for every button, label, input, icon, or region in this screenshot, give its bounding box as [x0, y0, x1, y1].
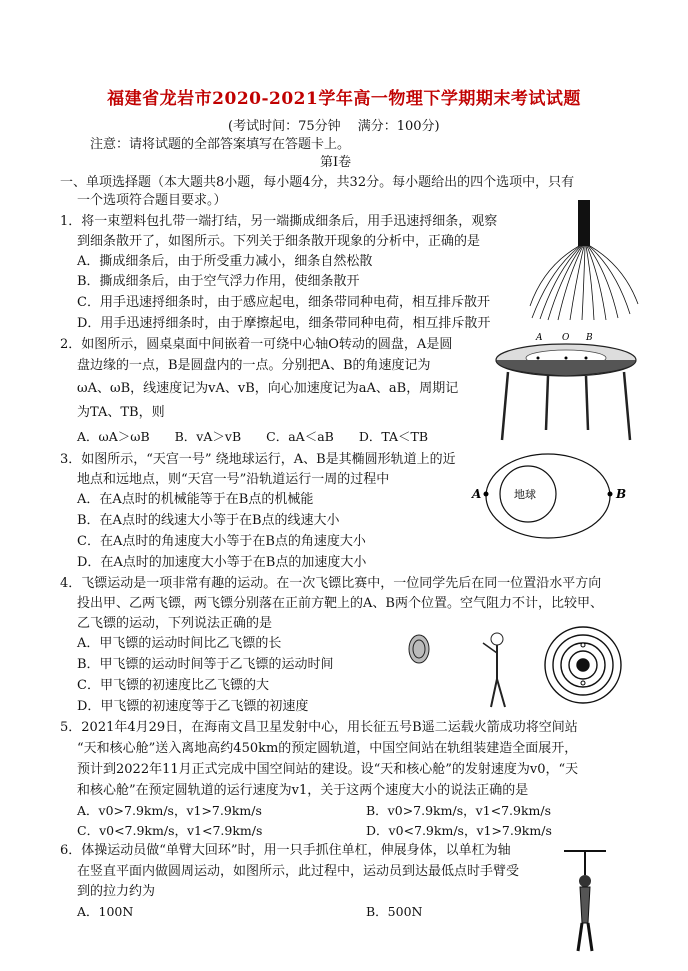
- gymnast-figure: [560, 845, 610, 955]
- q2-options: A．ωA＞ωB B．vA＞vB C．aA＜aB D．TA＜TB: [77, 429, 429, 444]
- q4-option-d: D．甲飞镖的初速度等于乙飞镖的初速度: [77, 699, 309, 714]
- q6-stem-cont2: 到的拉力约为: [77, 884, 156, 899]
- q4-stem: 4．飞镖运动是一项非常有趣的运动。在一次飞镖比赛中，一位同学先后在同一位置沿水平方向: [60, 576, 602, 591]
- q3-option-d: D．在A点时的加速度大小等于在B点的加速度大小: [77, 555, 367, 570]
- round-table-figure: [488, 330, 638, 446]
- page-title: 福建省龙岩市2020-2021学年高一物理下学期期末考试试题: [107, 89, 581, 109]
- notice: 注意：请将试题的全部答案填写在答题卡上。: [90, 137, 351, 152]
- q6-stem-cont: 在竖直平面内做圆周运动，如图所示，此过程中，运动员到达最低点时手臂受: [77, 864, 520, 879]
- exam-info: (考试时间：75分钟 满分：100分): [228, 119, 440, 134]
- q5-stem-cont2: 预计到2022年11月正式完成中国空间站的建设。设“天和核心舱”的发射速度为v0，“天: [77, 762, 579, 777]
- q3-option-b: B．在A点时的线速大小等于在B点的线速大小: [77, 513, 340, 528]
- q4-stem-cont2: 乙飞镖的运动，下列说法正确的是: [77, 616, 273, 631]
- q4-option-c: C．甲飞镖的初速度比乙飞镖的大: [77, 678, 269, 693]
- q1-option-c: C．用手迅速捋细条时，由于感应起电，细条带同种电荷，相互排斥散开: [77, 295, 490, 310]
- fig-label-a: A: [536, 333, 543, 343]
- q1-stem-cont: 到细条散开了，如图所示。下列关于细条散开现象的分析中，正确的是: [77, 234, 481, 249]
- q5-stem: 5．2021年4月29日，在海南文昌卫星发射中心，用长征五号B遥二运载火箭成功将空间站: [60, 720, 578, 735]
- q5-option-b: B．v0>7.9km/s，v1<7.9km/s: [366, 803, 552, 818]
- q6-option-b: B．500N: [366, 904, 423, 919]
- q1-option-d: D．用手迅速捋细条时，由于摩擦起电，细条带同种电荷，相互排斥散开: [77, 316, 491, 331]
- q1-option-b: B．撕成细条后，由于空气浮力作用，使细条散开: [77, 274, 360, 289]
- q5-option-c: C．v0<7.9km/s，v1<7.9km/s: [77, 823, 263, 838]
- darts-figure: [405, 625, 645, 715]
- fig-label-o: O: [562, 333, 570, 343]
- q1-stem: 1．将一束塑料包扎带一端打结，另一端撕成细条后，用手迅速捋细条，观察: [60, 214, 498, 229]
- apogee-label: B: [616, 487, 627, 501]
- section-heading-cont: 一个选项符合题目要求。）: [77, 193, 227, 208]
- q1-option-a: A．撕成细条后，由于所受重力减小，细条自然松散: [77, 254, 373, 269]
- q5-option-a: A．v0>7.9km/s，v1>7.9km/s: [77, 803, 262, 818]
- fig-label-b: B: [586, 333, 593, 343]
- q6-stem: 6．体操运动员做“单臂大回环”时，用一只手抓住单杠，伸展身体，以单杠为轴: [60, 843, 511, 858]
- q4-stem-cont: 投出甲、乙两飞镖，两飞镖分别落在正前方靶上的A、B两个位置。空气阻力不计，比较甲、: [77, 596, 603, 611]
- q6-option-a: A．100N: [77, 904, 134, 919]
- q3-option-a: A．在A点时的机械能等于在B点的机械能: [77, 492, 314, 507]
- q2-stem-cont2: ωA、ωB，线速度记为vA、vB，向心加速度记为aA、aB，周期记: [77, 381, 459, 396]
- q2-stem-cont: 盘边缘的一点，B是圆盘内的一点。分别把A、B的角速度记为: [77, 358, 431, 373]
- earth-label: 地球: [514, 488, 536, 501]
- plastic-strips-figure: [530, 200, 640, 320]
- q3-option-c: C．在A点时的角速度大小等于在B点的角速度大小: [77, 534, 366, 549]
- q3-stem: 3．如图所示，“天宫一号” 绕地球运行，A、B是其椭圆形轨道上的近: [60, 452, 456, 467]
- q5-stem-cont3: 和核心舱”在预定圆轨道的运行速度为v1，关于这两个速度大小的说法正确的是: [77, 783, 529, 798]
- q5-stem-cont: “天和核心舱”送入离地高约450km的预定圆轨道，中国空间站在轨组装建造全面展开，: [77, 741, 578, 756]
- q2-stem-cont3: 为TA、TB，则: [77, 405, 165, 420]
- volume-label: 第Ⅰ卷: [320, 155, 352, 170]
- q3-stem-cont: 地点和远地点，则“天宫一号”沿轨道运行一周的过程中: [77, 472, 390, 487]
- q4-option-b: B．甲飞镖的运动时间等于乙飞镖的运动时间: [77, 657, 334, 672]
- section-heading: 一、单项选择题（本大题共8小题，每小题4分，共32分。每小题给出的四个选项中，只有: [60, 175, 575, 190]
- q5-option-d: D．v0<7.9km/s，v1>7.9km/s: [366, 823, 552, 838]
- q2-stem: 2．如图所示，圆桌桌面中间嵌着一可绕中心轴O转动的圆盘，A是圆: [60, 337, 453, 352]
- orbit-figure: [470, 450, 627, 550]
- perigee-label: A: [472, 487, 482, 501]
- q4-option-a: A．甲飞镖的运动时间比乙飞镖的长: [77, 636, 282, 651]
